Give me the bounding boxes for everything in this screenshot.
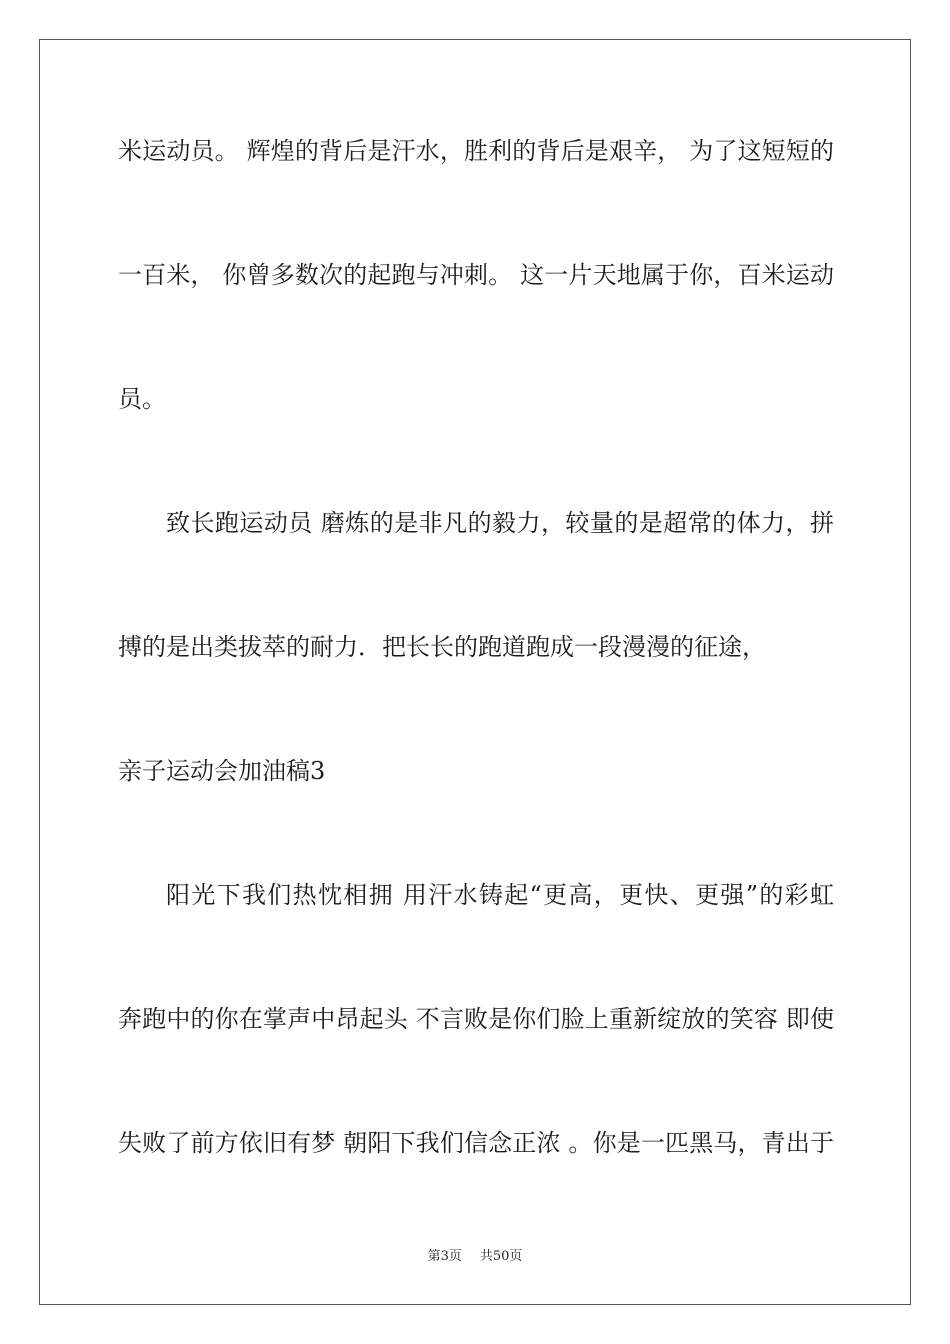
body-text-line: 员。 [118, 385, 166, 413]
body-text-line: 米运动员。 辉煌的背后是汗水，胜利的背后是艰辛， 为了这短短的 [118, 137, 834, 165]
body-text-line: 失败了前方依旧有梦 朝阳下我们信念正浓 。你是一匹黑马，青出于 [118, 1129, 834, 1157]
body-text-line: 阳光下我们热忱相拥 用汗水铸起“更高，更快、更强”的彩虹 [166, 881, 834, 909]
body-text-line: 致长跑运动员 磨炼的是非凡的毅力，较量的是超常的体力，拼 [166, 509, 834, 537]
body-text-line: 奔跑中的你在掌声中昂起头 不言败是你们脸上重新绽放的笑容 即使 [118, 1005, 834, 1033]
body-text-line: 搏的是出类拔萃的耐力．把长长的跑道跑成一段漫漫的征途， [118, 633, 766, 661]
page-total: 共50页 [479, 1249, 523, 1264]
page-frame [39, 39, 911, 1305]
section-heading: 亲子运动会加油稿3 [118, 757, 326, 785]
body-text-line: 一百米， 你曾多数次的起跑与冲刺。 这一片天地属于你，百米运动 [118, 261, 834, 289]
page-footer [0, 1248, 950, 1266]
page-number: 第3页 [427, 1249, 462, 1264]
